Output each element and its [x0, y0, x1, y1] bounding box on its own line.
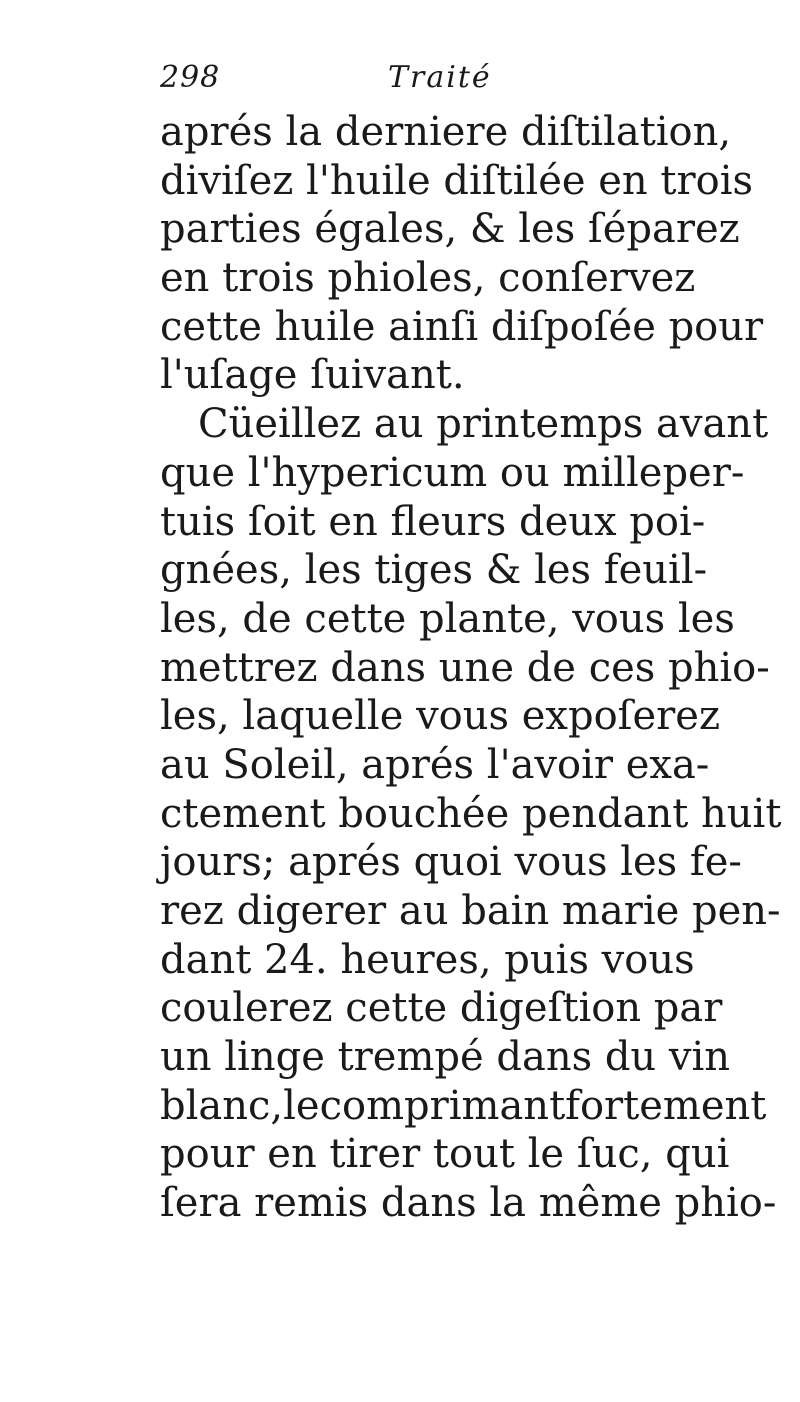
running-title: Traité: [388, 60, 492, 95]
text-line: parties égales, & les ſéparez: [160, 206, 740, 253]
page-header: [160, 60, 680, 104]
text-line: les, laquelle vous expoſerez: [160, 693, 721, 740]
text-line: les, de cette plante, vous les: [160, 595, 735, 642]
text-line: un linge trempé dans du vin: [160, 1034, 731, 1081]
text-line: mettrez dans une de ces phio-: [160, 644, 770, 691]
text-line: rez digerer au bain marie pen-: [160, 888, 781, 934]
text-line: cette huile ainſi diſpoſée pour: [160, 303, 764, 350]
text-line: diviſez l'huile diſtilée en trois: [160, 157, 754, 204]
text-line: gnées, les tiges & les feuil-: [160, 547, 708, 594]
text-line: ctement bouchée pendant huit: [160, 790, 782, 837]
paragraph-first-line: Cüeillez au printemps avant: [198, 401, 769, 448]
text-line: en trois phioles, conſervez: [160, 255, 696, 302]
text-line: coulerez cette digeſtion par: [160, 985, 723, 1032]
text-line: ſera remis dans la même phio-: [160, 1180, 777, 1227]
text-line: tuis ſoit en fleurs deux poi-: [160, 498, 706, 545]
text-line: au Soleil, aprés l'avoir exa-: [160, 741, 710, 788]
text-line: aprés la derniere diſtilation,: [160, 109, 732, 155]
text-line: dant 24. heures, puis vous: [160, 936, 695, 983]
text-line: que l'hypericum ou milleper-: [160, 449, 745, 496]
text-line: pour en tirer tout le ſuc, qui: [160, 1131, 730, 1178]
text-line: blanc,lecomprimantfortement: [160, 1082, 767, 1129]
text-line: jours; aprés quoi vous les fe-: [160, 839, 742, 886]
text-line: l'uſage ſuivant.: [160, 352, 465, 399]
page-number: 298: [160, 60, 221, 95]
body-text: [160, 108, 782, 1228]
